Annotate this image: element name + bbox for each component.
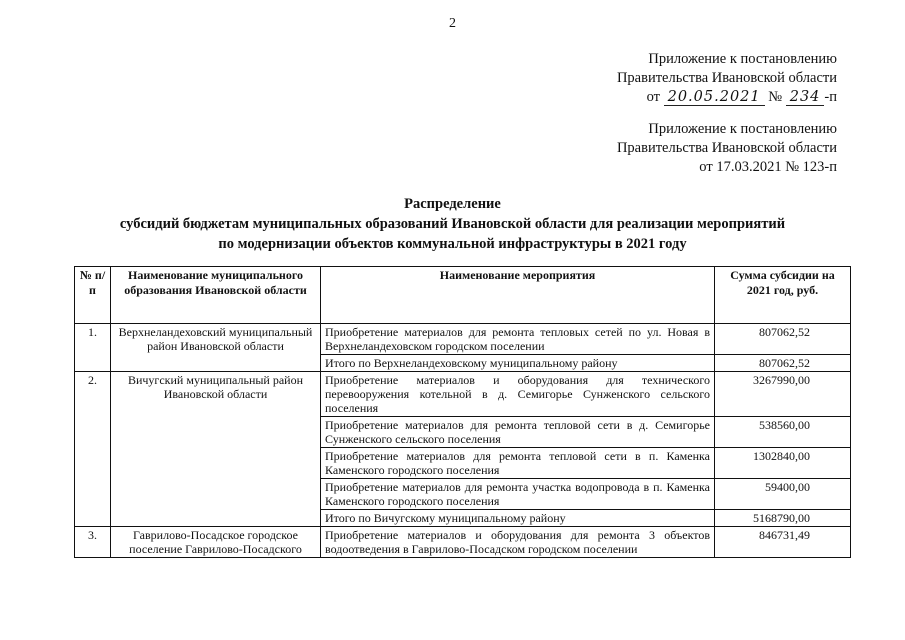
table-header-row [75,267,851,324]
document-title [0,194,905,254]
title-line1: Распределение [404,196,501,212]
annex-previous-line3: от 17.03.2021 № 123-п [699,159,837,175]
activity-name: Приобретение материалов для ремонта тепловой сети в д. Семигорье Сунженского сельского поселения [321,417,715,448]
annex-current-date-line [617,88,837,107]
table-row [75,324,851,355]
row-number: 3. [75,527,111,558]
subsidy-amount: 538560,00 [715,417,851,448]
subsidy-amount: 846731,49 [715,527,851,558]
header-municipality: Наименование муниципального образования Ивановской области [111,267,321,324]
row-number: 2. [75,372,111,527]
total-label: Итого по Верхнеландеховскому муниципальному району [321,355,715,372]
total-amount: 807062,52 [715,355,851,372]
total-label: Итого по Вичугскому муниципальному району [321,510,715,527]
handwritten-date: 20.05.2021 [664,89,765,106]
annex-number-suffix: -п [824,89,837,105]
municipality-name: Верхнеландеховский муниципальный район Ивановской области [111,324,321,372]
annex-current [617,50,837,107]
municipality-name: Гаврилово-Посадское городское поселение Гаврилово-Посадского [111,527,321,558]
subsidy-amount: 3267990,00 [715,372,851,417]
annex-previous-line2: Правительства Ивановской области [616,140,837,156]
table-body [75,324,851,558]
table-row [75,527,851,558]
subsidy-table [74,266,851,558]
annex-previous-line1: Приложение к постановлению [648,121,837,137]
title-line2: субсидий бюджетам муниципальных образований Ивановской области для реализации мероприятий [119,216,786,232]
activity-name: Приобретение материалов для ремонта тепловых сетей по ул. Новая в Верхнеландеховском городском поселении [321,324,715,355]
annex-previous [617,120,837,177]
annex-number-label: № [768,89,783,105]
page-number: 2 [449,16,456,31]
header-num: № п/п [75,267,111,324]
title-line3: по модернизации объектов коммунальной инфраструктуры в 2021 году [218,236,687,252]
annex-current-line1: Приложение к постановлению [648,51,837,67]
handwritten-number: 234 [786,89,825,106]
municipality-name: Вичугский муниципальный район Ивановской области [111,372,321,527]
header-amount: Сумма субсидии на 2021 год, руб. [715,267,851,324]
subsidy-amount: 807062,52 [715,324,851,355]
activity-name: Приобретение материалов и оборудования для технического перевооружения котельной в д. Семигорье Сунженского сельского поселения [321,372,715,417]
annex-from-prefix: от [646,89,660,105]
header-activity: Наименование мероприятия [321,267,715,324]
row-number: 1. [75,324,111,372]
activity-name: Приобретение материалов для ремонта участка водопровода в п. Каменка Каменского городского поселения [321,479,715,510]
table-row [75,372,851,417]
activity-name: Приобретение материалов и оборудования для ремонта 3 объектов водоотведения в Гаврилово-Посадском городском поселении [321,527,715,558]
activity-name: Приобретение материалов для ремонта тепловой сети в п. Каменка Каменского городского поселения [321,448,715,479]
total-amount: 5168790,00 [715,510,851,527]
subsidy-amount: 59400,00 [715,479,851,510]
subsidy-amount: 1302840,00 [715,448,851,479]
annex-current-line2: Правительства Ивановской области [616,70,837,86]
